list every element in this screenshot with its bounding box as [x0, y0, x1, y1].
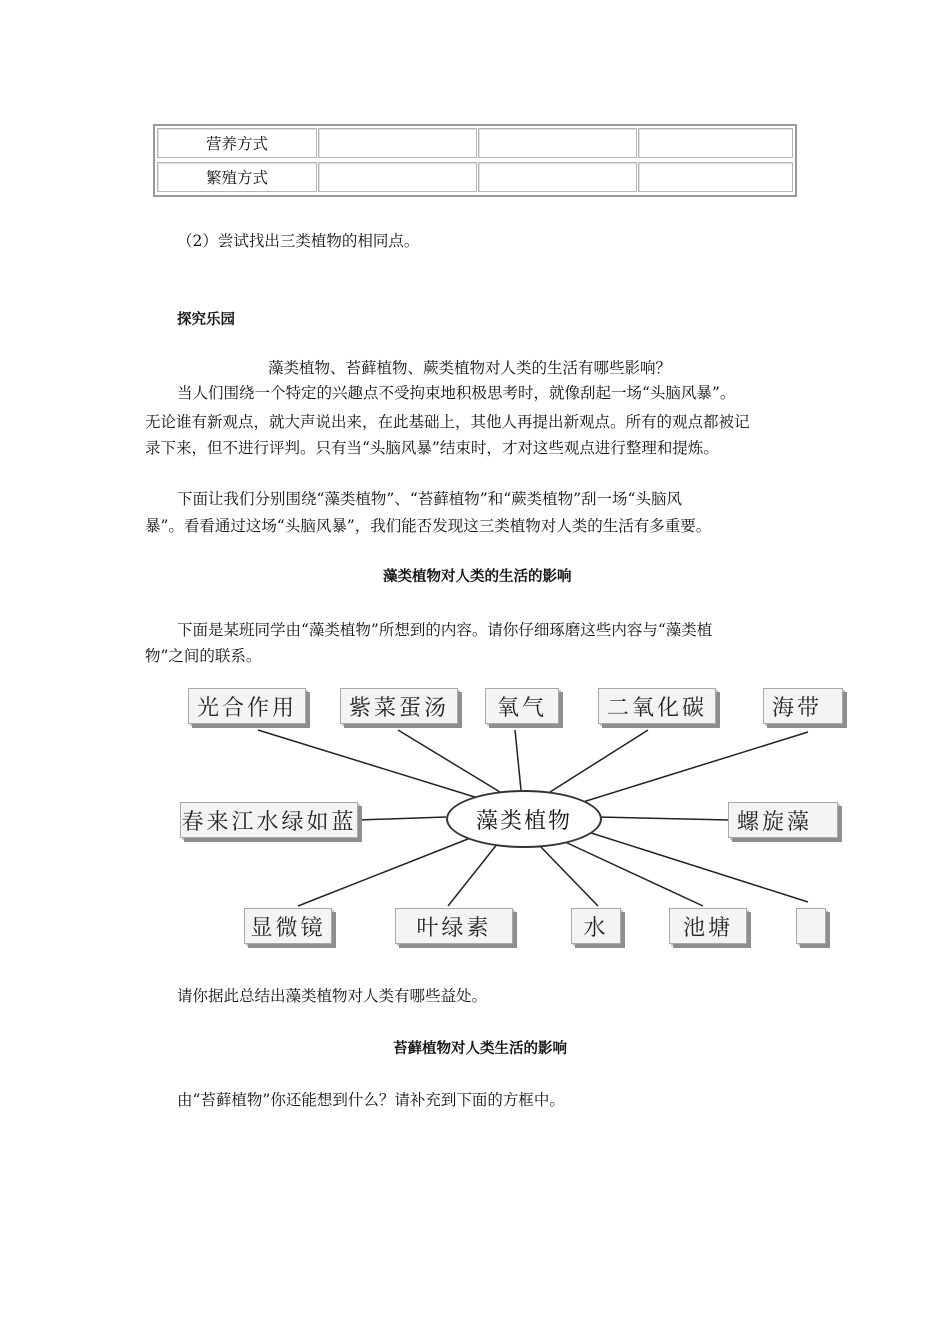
mindmap-node: 光合作用	[188, 688, 306, 724]
mindmap-node: 池塘	[669, 908, 747, 944]
mindmap-node: 氧气	[485, 688, 559, 724]
algae-mindmap	[178, 680, 823, 965]
mindmap-node: 海带	[763, 688, 843, 724]
row-label: 营养方式	[157, 128, 317, 158]
subtitle: 藻类植物、苔藓植物、蕨类植物对人类的生活有哪些影响？	[268, 359, 672, 377]
table-cell	[318, 162, 477, 192]
mindmap-node: 显微镜	[244, 908, 332, 944]
paragraph-line: 录下来，但不进行评判。只有当“头脑风暴”结束时，才对这些观点进行整理和提炼。	[145, 439, 719, 457]
mindmap-center-node: 藻类植物	[446, 790, 602, 848]
paragraph-line: 由“苔藓植物”你还能想到什么？请补充到下面的方框中。	[177, 1091, 565, 1109]
paragraph-line: 物”之间的联系。	[145, 647, 262, 665]
question-2: （2）尝试找出三类植物的相同点。	[177, 232, 420, 250]
table-cell	[478, 128, 637, 158]
heading-moss: 苔藓植物对人类生活的影响	[393, 1041, 567, 1057]
paragraph-line: 下面是某班同学由“藻类植物”所想到的内容。请你仔细琢磨这些内容与“藻类植	[177, 621, 713, 639]
paragraph-line: 当人们围绕一个特定的兴趣点不受拘束地积极思考时，就像刮起一场“头脑风暴”。	[177, 384, 736, 402]
table-row	[157, 128, 793, 160]
table-cell	[478, 162, 637, 192]
table-cell	[638, 128, 793, 158]
table-cell	[318, 128, 477, 158]
table-row	[157, 162, 793, 194]
paragraph-line: 请你据此总结出藻类植物对人类有哪些益处。	[177, 987, 488, 1005]
table-cell	[638, 162, 793, 192]
mindmap-node: 水	[571, 908, 621, 944]
mindmap-node	[796, 908, 826, 944]
mindmap-node: 二氧化碳	[598, 688, 716, 724]
section-title: 探究乐园	[177, 312, 235, 328]
mindmap-node: 螺旋藻	[728, 802, 838, 838]
paragraph-line: 无论谁有新观点，就大声说出来，在此基础上，其他人再提出新观点。所有的观点都被记	[145, 413, 750, 431]
heading-algae: 藻类植物对人类的生活的影响	[383, 569, 572, 585]
mindmap-node: 紫菜蛋汤	[340, 688, 458, 724]
mindmap-node: 春来江水绿如蓝	[180, 802, 358, 838]
paragraph-line: 暴”。看看通过这场“头脑风暴”，我们能否发现这三类植物对人类的生活有多重要。	[145, 517, 712, 535]
row-label: 繁殖方式	[157, 162, 317, 192]
paragraph-line: 下面让我们分别围绕“藻类植物”、“苔藓植物”和“蕨类植物”刮一场“头脑风	[177, 490, 682, 508]
plant-comparison-table	[153, 124, 797, 197]
mindmap-node: 叶绿素	[395, 908, 513, 944]
